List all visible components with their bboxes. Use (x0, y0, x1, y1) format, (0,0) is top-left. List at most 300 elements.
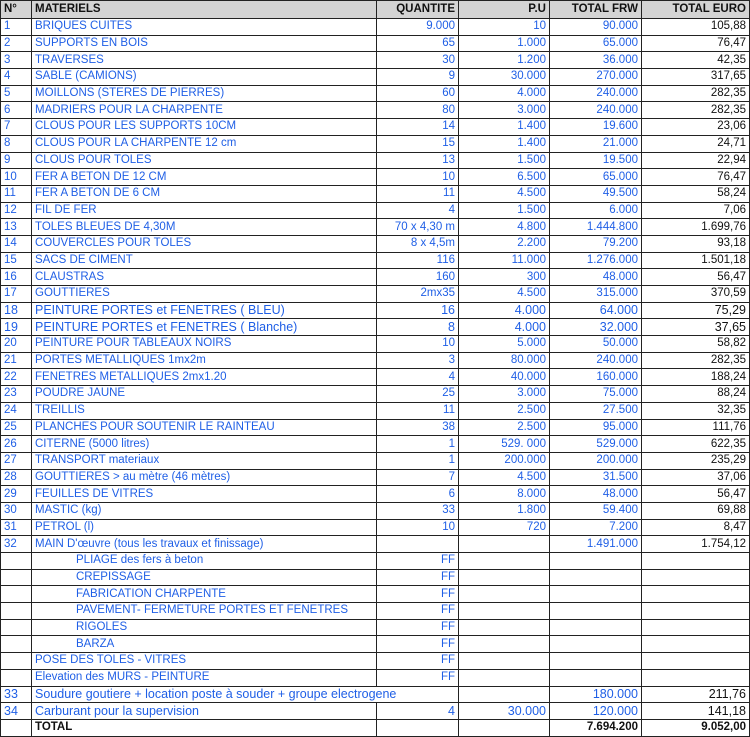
cell-pu[interactable] (459, 553, 550, 570)
cell-number[interactable] (1, 636, 32, 653)
cell-total-frw[interactable]: 19.500 (550, 152, 642, 169)
cell-total-frw[interactable]: 529.000 (550, 436, 642, 453)
cell-quantite[interactable]: FF (377, 569, 459, 586)
cell-total-frw[interactable]: 36.000 (550, 52, 642, 69)
cell-quantite[interactable]: 10 (377, 519, 459, 536)
cell-materiel[interactable]: CLOUS POUR LES SUPPORTS 10CM (32, 119, 377, 136)
cell-pu[interactable]: 30.000 (459, 69, 550, 86)
cell-quantite[interactable]: 11 (377, 402, 459, 419)
cell-total-frw[interactable]: 7.200 (550, 519, 642, 536)
table-row (1, 486, 750, 503)
cell-pu[interactable]: 6.500 (459, 169, 550, 186)
cell-materiel[interactable]: CLOUS POUR LA CHARPENTE 12 cm (32, 135, 377, 152)
cell-quantite[interactable]: 15 (377, 135, 459, 152)
cell-total-euro[interactable]: 56,47 (642, 269, 750, 286)
cell-total-frw[interactable]: 240.000 (550, 102, 642, 119)
cell-materiel[interactable]: FEUILLES DE VITRES (32, 486, 377, 503)
cell-pu[interactable]: 720 (459, 519, 550, 536)
table-row (1, 319, 750, 336)
cell-number[interactable]: 27 (1, 452, 32, 469)
cell-pu[interactable] (459, 586, 550, 603)
cell-pu[interactable]: 4.500 (459, 286, 550, 303)
cell-quantite[interactable]: 160 (377, 269, 459, 286)
cell-number[interactable] (1, 669, 32, 686)
cell-pu[interactable] (459, 636, 550, 653)
cell-materiel[interactable]: MASTIC (kg) (32, 502, 377, 519)
cell-materiel[interactable]: GOUTTIERES (32, 286, 377, 303)
cell-total-euro[interactable] (642, 569, 750, 586)
cell-pu[interactable] (459, 686, 550, 703)
cell-materiel[interactable]: CREPISSAGE (32, 569, 377, 586)
cell-total-frw[interactable]: 1.276.000 (550, 252, 642, 269)
cell-pu[interactable]: 4.000 (459, 319, 550, 336)
table-row (1, 336, 750, 353)
cell-total-euro[interactable]: 24,71 (642, 135, 750, 152)
cell-quantite[interactable]: 30 (377, 52, 459, 69)
cell-total-frw[interactable]: 19.600 (550, 119, 642, 136)
cell-quantite[interactable]: 9.000 (377, 19, 459, 36)
cell-pu[interactable]: 2.500 (459, 402, 550, 419)
cell-quantite[interactable]: FF (377, 586, 459, 603)
cell-pu[interactable]: 3.000 (459, 102, 550, 119)
cell-materiel[interactable]: TREILLIS (32, 402, 377, 419)
cell-total-frw[interactable]: 315.000 (550, 286, 642, 303)
table-row (1, 402, 750, 419)
cell-pu[interactable] (459, 619, 550, 636)
cell-total-euro[interactable] (642, 586, 750, 603)
cell-number[interactable] (1, 653, 32, 670)
cell-materiel[interactable]: BRIQUES CUITES (32, 19, 377, 36)
cell-materiel[interactable]: Elevation des MURS - PEINTURE (32, 669, 377, 686)
table-row (1, 252, 750, 269)
header-total-frw[interactable]: TOTAL FRW (550, 1, 642, 19)
cell-pu[interactable] (459, 536, 550, 553)
cell-number[interactable]: 18 (1, 302, 32, 319)
cell-total-euro[interactable]: 105,88 (642, 19, 750, 36)
cell-number[interactable]: 15 (1, 252, 32, 269)
cell-total-euro[interactable]: 1.699,76 (642, 219, 750, 236)
cell-quantite[interactable]: 25 (377, 386, 459, 403)
cell-quantite[interactable]: 70 x 4,30 m (377, 219, 459, 236)
table-row (1, 436, 750, 453)
cell-materiel[interactable]: FIL DE FER (32, 202, 377, 219)
table-row (1, 536, 750, 553)
cell-number[interactable]: 33 (1, 686, 32, 703)
cell-pu[interactable] (459, 569, 550, 586)
table-row (1, 703, 750, 720)
header-pu[interactable]: P.U (459, 1, 550, 19)
cell-total-euro[interactable]: 317,65 (642, 69, 750, 86)
cell-pu[interactable]: 8.000 (459, 486, 550, 503)
cell-quantite[interactable]: 60 (377, 85, 459, 102)
cell-quantite[interactable]: FF (377, 619, 459, 636)
cell-total-euro[interactable]: 69,88 (642, 502, 750, 519)
cell-quantite[interactable]: 7 (377, 469, 459, 486)
cell-materiel[interactable]: COUVERCLES POUR TOLES (32, 235, 377, 252)
cell-materiel[interactable]: MADRIERS POUR LA CHARPENTE (32, 102, 377, 119)
cell-materiel[interactable]: PETROL (l) (32, 519, 377, 536)
table-row (1, 386, 750, 403)
cell-total-euro[interactable]: 42,35 (642, 52, 750, 69)
cell-materiel[interactable]: PORTES METALLIQUES 1mx2m (32, 352, 377, 369)
cell-number[interactable]: 22 (1, 369, 32, 386)
cell-total-frw[interactable]: 180.000 (550, 686, 642, 703)
cell-materiel[interactable]: BARZA (32, 636, 377, 653)
cell-pu[interactable]: 1.200 (459, 52, 550, 69)
cell-number[interactable]: 25 (1, 419, 32, 436)
cell-total-euro[interactable]: 141,18 (642, 703, 750, 720)
cell-total-frw[interactable]: 79.200 (550, 235, 642, 252)
cell-total-euro[interactable]: 111,76 (642, 419, 750, 436)
cell-quantite[interactable] (377, 536, 459, 553)
table-row (1, 19, 750, 36)
cell-total-frw[interactable] (550, 636, 642, 653)
cell-total-euro[interactable] (642, 553, 750, 570)
cell-total-frw[interactable]: 31.500 (550, 469, 642, 486)
table-row (1, 586, 750, 603)
cell-pu[interactable]: 4.000 (459, 302, 550, 319)
cell-total-frw[interactable]: 65.000 (550, 35, 642, 52)
cell-quantite[interactable]: 80 (377, 102, 459, 119)
cell-pu[interactable]: 3.000 (459, 386, 550, 403)
cell-total-frw[interactable]: 240.000 (550, 352, 642, 369)
table-row (1, 235, 750, 252)
cell-number[interactable]: 28 (1, 469, 32, 486)
cell-total-euro[interactable]: 56,47 (642, 486, 750, 503)
table-row (1, 202, 750, 219)
table-row (1, 452, 750, 469)
cell-number[interactable]: 13 (1, 219, 32, 236)
cell-materiel[interactable]: FER A BETON DE 6 CM (32, 185, 377, 202)
cell-total-frw[interactable]: 270.000 (550, 69, 642, 86)
header-total-euro[interactable]: TOTAL EURO (642, 1, 750, 19)
cell-total-euro[interactable] (642, 636, 750, 653)
cell-total-frw[interactable]: 32.000 (550, 319, 642, 336)
cell-total-frw[interactable]: 1.491.000 (550, 536, 642, 553)
cell-number[interactable]: 2 (1, 35, 32, 52)
cell-quantite[interactable] (377, 719, 459, 736)
cell-number[interactable] (1, 619, 32, 636)
cell-total-euro[interactable] (642, 669, 750, 686)
cell-number[interactable]: 3 (1, 52, 32, 69)
cell-number[interactable]: 19 (1, 319, 32, 336)
cell-number[interactable]: 4 (1, 69, 32, 86)
cell-number[interactable]: 20 (1, 336, 32, 353)
cell-total-euro[interactable]: 7,06 (642, 202, 750, 219)
cell-number[interactable]: 17 (1, 286, 32, 303)
cell-pu[interactable] (459, 653, 550, 670)
table-row (1, 569, 750, 586)
cell-materiel[interactable]: CLOUS POUR TOLES (32, 152, 377, 169)
cell-pu[interactable]: 1.800 (459, 502, 550, 519)
cell-materiel[interactable]: TOLES BLEUES DE 4,30M (32, 219, 377, 236)
cell-total-frw[interactable]: 48.000 (550, 486, 642, 503)
cell-total-frw[interactable] (550, 653, 642, 670)
cell-quantite[interactable]: 4 (377, 703, 459, 720)
cell-pu[interactable] (459, 669, 550, 686)
cell-number[interactable]: 12 (1, 202, 32, 219)
cell-quantite[interactable]: FF (377, 553, 459, 570)
cell-number[interactable]: 7 (1, 119, 32, 136)
cell-pu[interactable]: 4.500 (459, 185, 550, 202)
cell-total-euro[interactable] (642, 619, 750, 636)
cell-total-frw[interactable]: 50.000 (550, 336, 642, 353)
table-row (1, 519, 750, 536)
cell-number[interactable]: 5 (1, 85, 32, 102)
table-row (1, 69, 750, 86)
cell-quantite[interactable]: 4 (377, 369, 459, 386)
cell-total-frw[interactable]: 160.000 (550, 369, 642, 386)
cell-total-euro[interactable]: 76,47 (642, 169, 750, 186)
cell-number[interactable]: 29 (1, 486, 32, 503)
cell-number[interactable]: 34 (1, 703, 32, 720)
table-row (1, 636, 750, 653)
cell-total-euro[interactable]: 75,29 (642, 302, 750, 319)
cell-quantite[interactable]: FF (377, 636, 459, 653)
cell-materiel[interactable]: POSE DES TOLES - VITRES (32, 653, 377, 670)
cell-quantite[interactable]: 13 (377, 152, 459, 169)
cell-quantite[interactable]: 16 (377, 302, 459, 319)
cell-total-euro[interactable]: 211,76 (642, 686, 750, 703)
cell-number[interactable]: 1 (1, 19, 32, 36)
cell-materiel[interactable]: CITERNE (5000 litres) (32, 436, 377, 453)
cell-pu[interactable]: 529. 000 (459, 436, 550, 453)
cell-total-frw[interactable] (550, 553, 642, 570)
total-label[interactable]: TOTAL (32, 719, 377, 736)
total-row (1, 719, 750, 736)
cell-materiel[interactable]: MOILLONS (STERES DE PIERRES) (32, 85, 377, 102)
cell-pu[interactable]: 5.000 (459, 336, 550, 353)
cell-total-euro[interactable]: 93,18 (642, 235, 750, 252)
cell-pu[interactable]: 80.000 (459, 352, 550, 369)
header-quantite[interactable]: QUANTITE (377, 1, 459, 19)
cell-number[interactable]: 8 (1, 135, 32, 152)
cell-quantite[interactable]: FF (377, 653, 459, 670)
cell-total-euro[interactable]: 282,35 (642, 102, 750, 119)
cell-materiel[interactable]: POUDRE JAUNE (32, 386, 377, 403)
table-row (1, 119, 750, 136)
cell-quantite[interactable]: 1 (377, 436, 459, 453)
cell-quantite[interactable]: 38 (377, 419, 459, 436)
cell-total-euro[interactable] (642, 653, 750, 670)
table-row (1, 419, 750, 436)
cell-total-frw[interactable] (550, 619, 642, 636)
cell-total-frw[interactable] (550, 569, 642, 586)
cell-total-euro[interactable]: 1.501,18 (642, 252, 750, 269)
table-row (1, 85, 750, 102)
cell-materiel[interactable]: PLIAGE des fers à beton (32, 553, 377, 570)
cell-quantite[interactable]: 1 (377, 452, 459, 469)
cell-total-frw[interactable] (550, 586, 642, 603)
cell-pu[interactable]: 1.400 (459, 119, 550, 136)
table-row (1, 219, 750, 236)
cell-materiel[interactable]: SACS DE CIMENT (32, 252, 377, 269)
cell-materiel[interactable]: PEINTURE POUR TABLEAUX NOIRS (32, 336, 377, 353)
cell-total-euro[interactable]: 235,29 (642, 452, 750, 469)
cell-total-euro[interactable]: 32,35 (642, 402, 750, 419)
cell-number[interactable] (1, 569, 32, 586)
cell-pu[interactable]: 40.000 (459, 369, 550, 386)
cell-total-frw[interactable]: 27.500 (550, 402, 642, 419)
cell-number[interactable] (1, 719, 32, 736)
table-row (1, 52, 750, 69)
cell-total-euro[interactable]: 282,35 (642, 85, 750, 102)
cell-number[interactable] (1, 603, 32, 620)
cell-number[interactable]: 31 (1, 519, 32, 536)
cell-pu[interactable]: 300 (459, 269, 550, 286)
table-row (1, 35, 750, 52)
cell-pu[interactable] (459, 603, 550, 620)
cell-total-euro[interactable]: 76,47 (642, 35, 750, 52)
cell-pu[interactable]: 200.000 (459, 452, 550, 469)
cell-number[interactable] (1, 586, 32, 603)
cell-quantite[interactable]: 116 (377, 252, 459, 269)
cell-total-euro[interactable]: 8,47 (642, 519, 750, 536)
cell-total-frw[interactable]: 1.444.800 (550, 219, 642, 236)
cell-materiel[interactable]: TRAVERSES (32, 52, 377, 69)
cell-pu[interactable]: 11.000 (459, 252, 550, 269)
cell-number[interactable]: 6 (1, 102, 32, 119)
cell-pu[interactable]: 10 (459, 19, 550, 36)
header-materiels[interactable]: MATERIELS (32, 1, 377, 19)
cell-pu[interactable]: 4.000 (459, 85, 550, 102)
cell-total-frw[interactable]: 90.000 (550, 19, 642, 36)
cell-quantite[interactable]: FF (377, 669, 459, 686)
cell-quantite[interactable]: 8 x 4,5m (377, 235, 459, 252)
cell-number[interactable]: 11 (1, 185, 32, 202)
cell-quantite[interactable]: 10 (377, 169, 459, 186)
cell-total-euro[interactable]: 1.754,12 (642, 536, 750, 553)
cell-total-frw[interactable]: 65.000 (550, 169, 642, 186)
cell-quantite[interactable]: 65 (377, 35, 459, 52)
table-row (1, 152, 750, 169)
cell-total-euro[interactable]: 622,35 (642, 436, 750, 453)
cell-number[interactable]: 24 (1, 402, 32, 419)
cell-quantite[interactable]: 11 (377, 185, 459, 202)
table-row (1, 169, 750, 186)
cell-total-frw[interactable] (550, 603, 642, 620)
total-frw[interactable]: 7.694.200 (550, 719, 642, 736)
cell-pu[interactable]: 2.200 (459, 235, 550, 252)
header-number[interactable]: N° (1, 1, 32, 19)
cell-total-euro[interactable] (642, 603, 750, 620)
cell-pu[interactable]: 2.500 (459, 419, 550, 436)
cell-materiel[interactable]: CLAUSTRAS (32, 269, 377, 286)
cell-total-frw[interactable]: 240.000 (550, 85, 642, 102)
cell-materiel[interactable]: SUPPORTS EN BOIS (32, 35, 377, 52)
cell-number[interactable]: 21 (1, 352, 32, 369)
table-row (1, 286, 750, 303)
cell-total-euro[interactable]: 370,59 (642, 286, 750, 303)
cell-materiel[interactable]: PEINTURE PORTES et FENETRES ( BLEU) (32, 302, 377, 319)
cell-materiel[interactable]: PEINTURE PORTES et FENETRES ( Blanche) (32, 319, 377, 336)
cell-total-frw[interactable]: 48.000 (550, 269, 642, 286)
table-row (1, 686, 750, 703)
cell-materiel[interactable]: PAVEMENT- FERMETURE PORTES ET FENETRES (32, 603, 377, 620)
cell-number[interactable] (1, 553, 32, 570)
cell-pu[interactable]: 4.800 (459, 219, 550, 236)
table-row (1, 469, 750, 486)
cell-quantite[interactable]: 8 (377, 319, 459, 336)
cell-quantite[interactable]: 6 (377, 486, 459, 503)
cell-pu[interactable]: 30.000 (459, 703, 550, 720)
cell-quantite[interactable]: 14 (377, 119, 459, 136)
table-row (1, 502, 750, 519)
cell-materiel[interactable]: Soudure goutiere + location poste à souder + groupe electrogene (32, 686, 459, 703)
cell-pu[interactable] (459, 719, 550, 736)
cell-total-frw[interactable]: 120.000 (550, 703, 642, 720)
cell-number[interactable]: 32 (1, 536, 32, 553)
cell-total-frw[interactable]: 75.000 (550, 386, 642, 403)
cell-materiel[interactable]: PLANCHES POUR SOUTENIR LE RAINTEAU (32, 419, 377, 436)
header-row (1, 1, 750, 19)
cell-materiel[interactable]: Carburant pour la supervision (32, 703, 377, 720)
cell-materiel[interactable]: SABLE (CAMIONS) (32, 69, 377, 86)
cell-total-euro[interactable]: 58,82 (642, 336, 750, 353)
cell-total-euro[interactable]: 282,35 (642, 352, 750, 369)
cell-total-frw[interactable]: 21.000 (550, 135, 642, 152)
cell-total-frw[interactable]: 200.000 (550, 452, 642, 469)
cell-quantite[interactable]: FF (377, 603, 459, 620)
table-row (1, 653, 750, 670)
cell-pu[interactable]: 4.500 (459, 469, 550, 486)
table-row (1, 352, 750, 369)
cell-materiel[interactable]: RIGOLES (32, 619, 377, 636)
cell-quantite[interactable]: 9 (377, 69, 459, 86)
cell-number[interactable]: 23 (1, 386, 32, 403)
cell-materiel[interactable]: GOUTTIERES > au mètre (46 mètres) (32, 469, 377, 486)
cell-total-euro[interactable]: 23,06 (642, 119, 750, 136)
cell-number[interactable]: 26 (1, 436, 32, 453)
cell-number[interactable]: 30 (1, 502, 32, 519)
cell-total-euro[interactable]: 188,24 (642, 369, 750, 386)
table-row (1, 369, 750, 386)
cell-number[interactable]: 10 (1, 169, 32, 186)
cell-materiel[interactable]: FER A BETON DE 12 CM (32, 169, 377, 186)
cell-number[interactable]: 16 (1, 269, 32, 286)
cell-pu[interactable]: 1.000 (459, 35, 550, 52)
cell-materiel[interactable]: FENETRES METALLIQUES 2mx1.20 (32, 369, 377, 386)
cell-materiel[interactable]: FABRICATION CHARPENTE (32, 586, 377, 603)
cell-number[interactable]: 14 (1, 235, 32, 252)
cell-total-frw[interactable]: 49.500 (550, 185, 642, 202)
cell-quantite[interactable]: 10 (377, 336, 459, 353)
table-row (1, 102, 750, 119)
cell-pu[interactable]: 1.500 (459, 152, 550, 169)
cell-quantite[interactable]: 2mx35 (377, 286, 459, 303)
cell-materiel[interactable]: MAIN D'œuvre (tous les travaux et finissage) (32, 536, 377, 553)
cell-total-euro[interactable]: 37,65 (642, 319, 750, 336)
cell-number[interactable]: 9 (1, 152, 32, 169)
cell-total-frw[interactable]: 95.000 (550, 419, 642, 436)
cell-total-frw[interactable]: 64.000 (550, 302, 642, 319)
cell-total-frw[interactable]: 6.000 (550, 202, 642, 219)
cell-pu[interactable]: 1.400 (459, 135, 550, 152)
cell-materiel[interactable]: TRANSPORT materiaux (32, 452, 377, 469)
cell-quantite[interactable]: 33 (377, 502, 459, 519)
cell-total-frw[interactable] (550, 669, 642, 686)
total-euro[interactable]: 9.052,00 (642, 719, 750, 736)
cell-total-euro[interactable]: 22,94 (642, 152, 750, 169)
cell-quantite[interactable]: 4 (377, 202, 459, 219)
cell-pu[interactable]: 1.500 (459, 202, 550, 219)
cell-total-euro[interactable]: 37,06 (642, 469, 750, 486)
cell-total-euro[interactable]: 58,24 (642, 185, 750, 202)
table-row (1, 669, 750, 686)
cell-total-frw[interactable]: 59.400 (550, 502, 642, 519)
cell-total-euro[interactable]: 88,24 (642, 386, 750, 403)
cell-quantite[interactable]: 3 (377, 352, 459, 369)
